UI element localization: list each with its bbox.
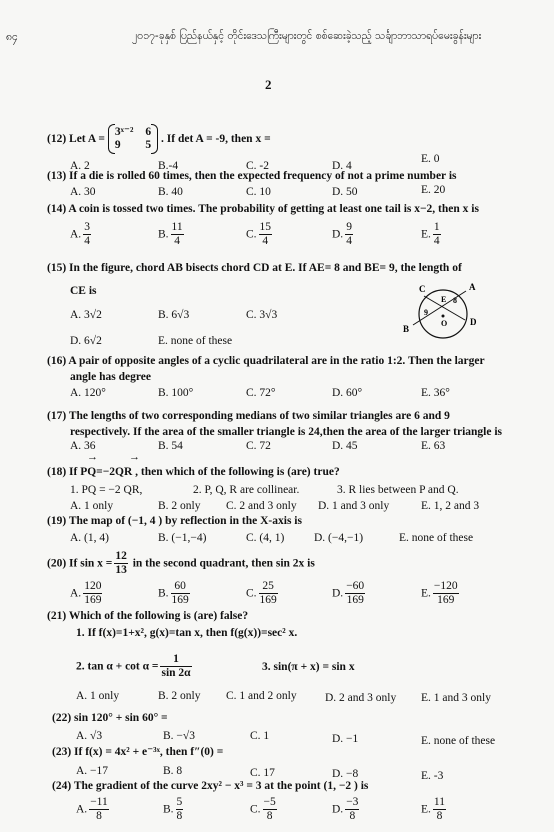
q14-option-d (332, 221, 355, 248)
segment-be-length: 9 (424, 308, 428, 317)
q22-option-c: C. 1 (250, 730, 270, 742)
q22-option-e: E. none of these (421, 735, 496, 747)
q18-statement-1: 1. PQ = −2 QR, (70, 484, 143, 496)
label-e: E (441, 295, 447, 304)
center-point (442, 315, 445, 318)
q14-option-e (421, 221, 443, 248)
q22-option-a: A. √3 (76, 730, 103, 742)
q23-option-d: D. −8 (332, 768, 359, 780)
fraction (171, 221, 184, 248)
option-letter: E. (421, 228, 431, 241)
q22-option-d: D. −1 (332, 733, 359, 745)
q14-option-c (246, 221, 274, 248)
circle-chord-figure (395, 280, 495, 340)
question-18-stem: (18) If PQ=−2QR , then which of the following is (are) true? (47, 466, 340, 478)
q20-option-e (421, 580, 461, 607)
denominator: 8 (436, 810, 443, 823)
q21-option-c: C. 1 and 2 only (226, 690, 297, 702)
q17-option-e: E. 63 (421, 440, 446, 452)
q18-statement-2: 2. P, Q, R are collinear. (193, 484, 300, 496)
option-letter: B. (163, 803, 174, 816)
numerator: −5 (263, 796, 277, 810)
label-a: A (469, 282, 476, 292)
q13-option-e: E. 20 (421, 184, 446, 196)
q16-option-a: A. 120° (70, 387, 106, 399)
question-24-stem: (24) The gradient of the curve 2xy² − x³ = 3 at the point (1, −2 ) is (52, 780, 369, 792)
q23-option-e: E. -3 (421, 770, 444, 782)
question-14-stem: (14) A coin is tossed two times. The probability of getting at least one tail is x−2, then x is (47, 203, 479, 215)
option-letter: D. (332, 803, 344, 816)
option-letter: E. (421, 803, 431, 816)
denominator: 4 (433, 235, 440, 248)
fraction (263, 796, 277, 823)
denominator: 4 (174, 235, 180, 248)
matrix-cell: 9 (114, 139, 121, 152)
chord-ab (413, 291, 466, 325)
q14-option-b (158, 221, 186, 248)
fraction (433, 580, 459, 607)
numerator: 9 (345, 221, 353, 235)
question-19-stem: (19) The map of (−1, 4 ) by reflection in the X-axis is (47, 515, 302, 527)
numerator: 12 (114, 550, 128, 564)
question-15-stem: (15) In the figure, chord AB bisects chord CD at E. If AE= 8 and BE= 9, the length of (47, 262, 462, 274)
q15-option-b: B. 6√3 (158, 309, 190, 321)
q18-option-c: C. 2 and 3 only (226, 500, 297, 512)
denominator: 8 (266, 810, 273, 823)
q17-option-d: D. 45 (332, 440, 358, 452)
page-left-number: ၈၄ (6, 31, 18, 43)
q20-stem-part: in the second quadrant, then sin 2x is (132, 557, 315, 570)
question-15-stem-cont: CE is (70, 285, 97, 297)
numerator: 1 (433, 221, 441, 235)
fraction (345, 221, 353, 248)
fraction (259, 580, 278, 607)
numerator: −11 (89, 796, 109, 810)
denominator: 169 (259, 594, 277, 607)
numerator: −60 (345, 580, 365, 594)
option-letter: B. (158, 587, 169, 600)
denominator: 8 (349, 810, 356, 823)
q21-statement-1: 1. If f(x)=1+x², g(x)=tan x, then f(g(x))=sec² x. (76, 627, 298, 639)
option-letter: D. (332, 228, 344, 241)
q20-option-b (158, 580, 192, 607)
question-20-stem (47, 550, 315, 577)
vector-arrow-qr: → (129, 451, 140, 463)
matrix-a (108, 126, 158, 152)
q19-option-d: D. (−4,−1) (314, 532, 364, 544)
q15-option-a: A. 3√2 (70, 309, 102, 321)
fraction (176, 796, 184, 823)
q19-option-a: A. (1, 4) (70, 532, 109, 544)
q19-option-c: C. (4, 1) (246, 532, 285, 544)
denominator: 13 (115, 564, 127, 577)
denominator: 4 (84, 235, 90, 248)
numerator: 15 (259, 221, 273, 235)
q12-option-b: B.-4 (158, 160, 179, 172)
q20-stem-part: (20) If sin x = (47, 557, 113, 570)
label-b: B (403, 324, 410, 334)
q12-stem-part: (12) Let A = (47, 132, 105, 145)
denominator: 169 (171, 594, 189, 607)
segment-ae-length: 8 (453, 296, 457, 305)
option-letter: E. (421, 587, 431, 600)
q23-option-b: B. 8 (163, 765, 183, 777)
denominator: 4 (346, 235, 352, 248)
q24-option-d (332, 796, 361, 823)
q12-option-c: C. -2 (246, 160, 269, 172)
option-letter: A. (70, 228, 82, 241)
label-c: C (419, 284, 426, 294)
denominator: 169 (437, 594, 455, 607)
q20-option-d (332, 580, 367, 607)
fraction (345, 580, 365, 607)
fraction (83, 580, 102, 607)
q16-option-d: D. 60° (332, 387, 363, 399)
q15-option-e: E. none of these (158, 335, 233, 347)
fraction (433, 221, 441, 248)
q22-option-b: B. −√3 (163, 730, 195, 742)
q17-option-b: B. 54 (158, 440, 183, 452)
option-letter: B. (158, 228, 169, 241)
fraction (83, 221, 91, 248)
q13-option-b: B. 40 (158, 186, 183, 198)
option-letter: D. (332, 587, 344, 600)
q21-statement-2 (76, 653, 194, 680)
q23-option-a: A. −17 (76, 765, 109, 777)
q15-option-d: D. 6√2 (70, 335, 102, 347)
numerator: 5 (176, 796, 184, 810)
q14-option-a (70, 221, 93, 248)
q18-option-a: A. 1 only (70, 500, 114, 512)
matrix-cell: 6 (145, 126, 152, 138)
q12-option-a: A. 2 (70, 160, 90, 172)
question-17-stem: (17) The lengths of two corresponding medians of two similar triangles are 6 and 9 (47, 410, 450, 422)
fraction (433, 796, 446, 823)
label-o: O (441, 319, 448, 328)
q21-option-d: D. 2 and 3 only (325, 692, 397, 704)
q18-statement-3: 3. R lies between P and Q. (337, 484, 459, 496)
vector-arrow-pq: → (87, 451, 98, 463)
option-letter: A. (70, 587, 82, 600)
option-letter: C. (246, 587, 257, 600)
fraction (259, 221, 273, 248)
q16-option-e: E. 36° (421, 387, 450, 399)
q21-option-a: A. 1 only (76, 690, 120, 702)
numerator: 25 (259, 580, 278, 594)
fraction (89, 796, 109, 823)
numerator: 60 (171, 580, 190, 594)
denominator: 8 (96, 810, 102, 823)
numerator: −120 (433, 580, 459, 594)
denominator: 169 (84, 594, 102, 607)
q18-option-b: B. 2 only (158, 500, 201, 512)
q19-option-b: B. (−1,−4) (158, 532, 207, 544)
numerator: −3 (345, 796, 359, 810)
q12-stem-part: . If det A = -9, then x = (161, 132, 271, 145)
fraction (345, 796, 359, 823)
numerator: 11 (433, 796, 446, 810)
q23-option-c: C. 17 (250, 767, 275, 779)
q16-option-c: C. 72° (246, 387, 276, 399)
label-d: D (470, 317, 477, 327)
q21-statement-2-text: 2. tan α + cot α = (76, 660, 159, 673)
q24-option-a (76, 796, 111, 823)
numerator: 11 (171, 221, 184, 235)
denominator: 169 (346, 594, 364, 607)
q20-option-a (70, 580, 104, 607)
q17-option-c: C. 72 (246, 440, 271, 452)
question-17-stem-cont: respectively. If the area of the smaller triangle is 24,then the area of the larger triangle is (70, 426, 503, 438)
question-22-stem: (22) sin 120° + sin 60° = (52, 712, 168, 724)
question-13-stem: (13) If a die is rolled 60 times, then the expected frequency of not a prime number is (47, 170, 457, 182)
matrix-cell: 3ˣ⁻² (114, 126, 134, 138)
fraction (160, 653, 191, 680)
question-16-stem-cont: angle has degree (70, 371, 151, 383)
q13-option-a: A. 30 (70, 186, 96, 198)
q21-option-b: B. 2 only (158, 690, 201, 702)
option-letter: A. (76, 803, 88, 816)
q17-option-a: A. 36 (70, 440, 96, 452)
option-letter: C. (246, 228, 257, 241)
q12-option-d: D. 4 (332, 160, 352, 172)
q21-statement-3: 3. sin(π + x) = sin x (262, 661, 355, 673)
q19-option-e: E. none of these (399, 532, 474, 544)
q12-option-e: E. 0 (421, 153, 440, 165)
question-12-stem (47, 126, 271, 152)
q15-option-c: C. 3√3 (246, 309, 278, 321)
numerator: 120 (83, 580, 102, 594)
q21-option-e: E. 1 and 3 only (421, 692, 491, 704)
q24-option-c (250, 796, 279, 823)
question-16-stem: (16) A pair of opposite angles of a cyclic quadrilateral are in the ratio 1:2. Then the larger (47, 355, 485, 367)
q18-option-e: E. 1, 2 and 3 (421, 500, 480, 512)
running-header-title: ၂၀၁၇-ခုနှစ် ပြည်နယ်နှင့် တိုင်းဒေသကြီးများတွင် စစ်ဆေးခဲ့သည့် သင်္ချာဘာသာရပ်မေးခွန်းများ (132, 30, 482, 42)
denominator: 4 (262, 235, 269, 248)
q24-option-e (421, 796, 448, 823)
q24-option-b (163, 796, 185, 823)
numerator: 1 (160, 653, 191, 667)
q13-option-d: D. 50 (332, 186, 358, 198)
question-21-stem: (21) Which of the following is (are) false? (47, 610, 249, 622)
q13-option-c: C. 10 (246, 186, 271, 198)
fraction (171, 580, 190, 607)
option-letter: C. (250, 803, 261, 816)
q18-option-d: D. 1 and 3 only (318, 500, 390, 512)
denominator: 8 (176, 810, 183, 823)
matrix-cell: 5 (145, 139, 152, 152)
denominator: sin 2α (161, 667, 191, 680)
numerator: 3 (83, 221, 91, 235)
question-23-stem: (23) If f(x) = 4x² + e⁻³ˣ, then f″(0) = (52, 746, 224, 758)
q16-option-b: B. 100° (158, 387, 194, 399)
fraction (114, 550, 128, 577)
page-number: 2 (265, 77, 272, 92)
q20-option-c (246, 580, 280, 607)
